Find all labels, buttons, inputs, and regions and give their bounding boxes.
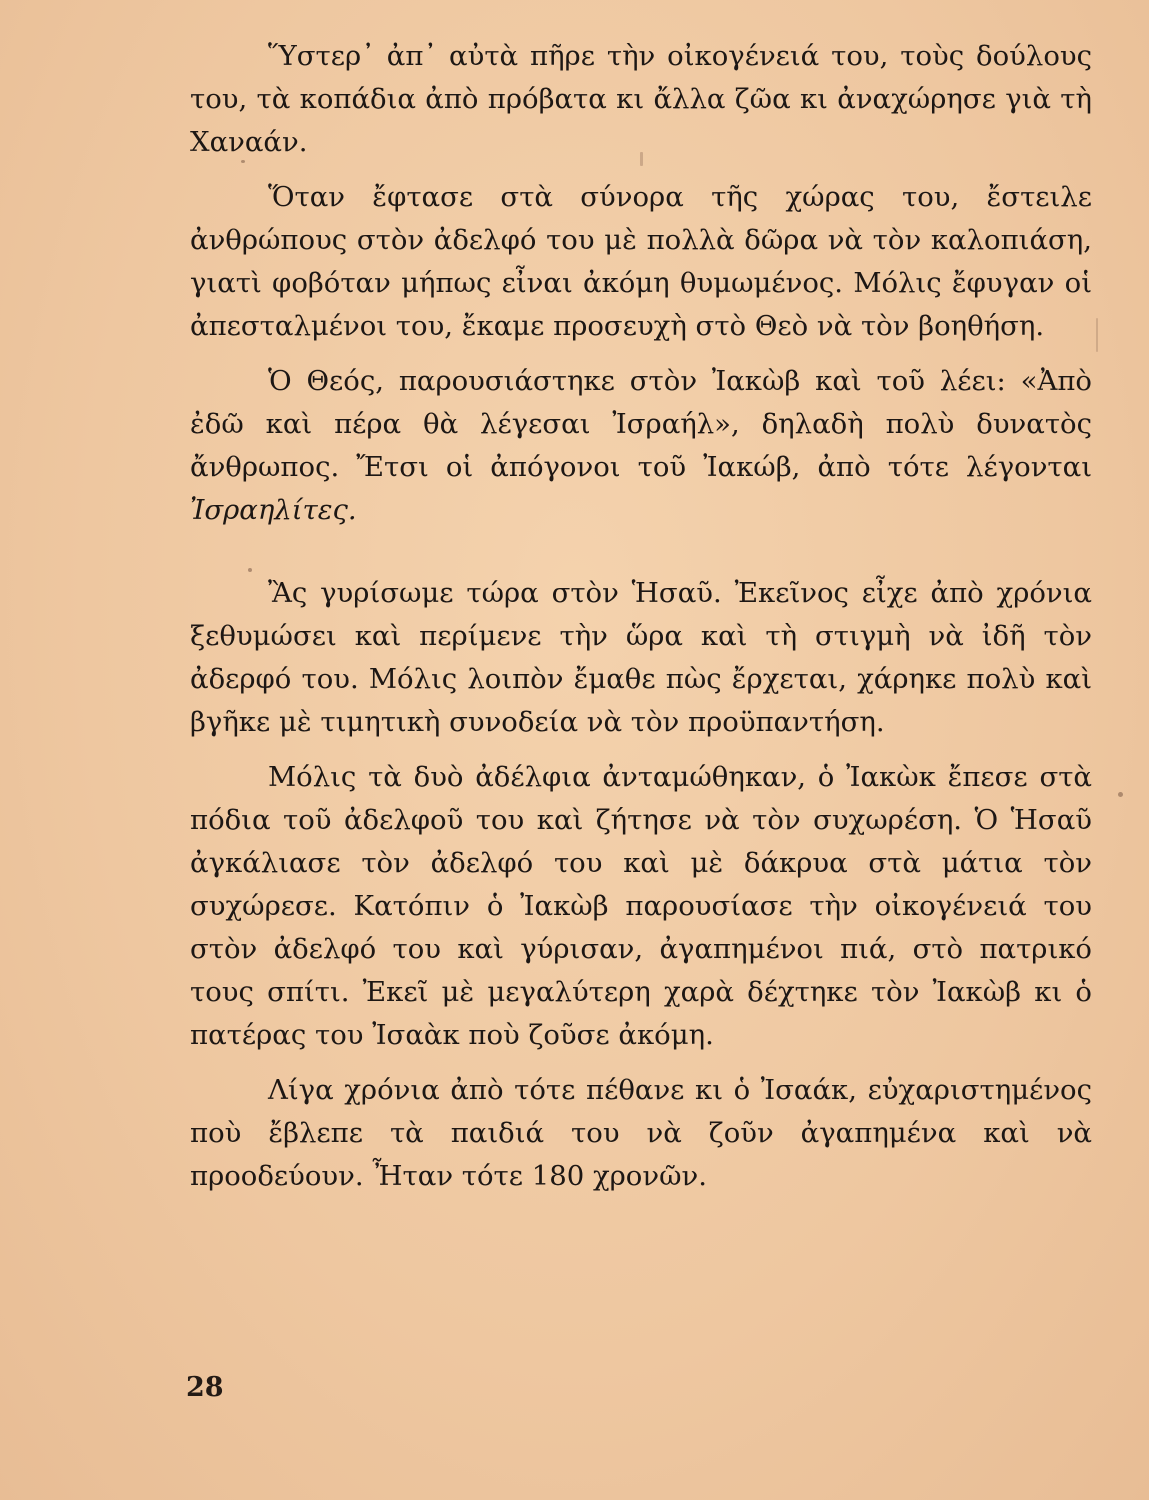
body-text bbox=[190, 35, 1092, 1210]
paper-speck bbox=[1096, 318, 1098, 352]
paragraph-4 bbox=[190, 572, 1092, 744]
paragraph-3-italic-term: Ἰσραηλίτες. bbox=[190, 494, 357, 526]
paragraph-1 bbox=[190, 35, 1092, 164]
page-number: 28 bbox=[186, 1372, 224, 1403]
paragraph-6 bbox=[190, 1069, 1092, 1198]
paper-speck bbox=[640, 152, 643, 166]
paper-speck bbox=[241, 160, 245, 163]
paragraph-5 bbox=[190, 756, 1092, 1057]
paragraph-4-text: Ἂς γυρίσωμε τώρα στὸν Ἡσαῦ. Ἐκεῖνος εἶχε ἀπὸ χρόνια ξεθυμώσει καὶ περίμενε τὴν ὥρα καὶ τὴ στιγμὴ νὰ ἰδῆ τὸν ἀδερφό του. Μόλις λοιπὸν ἔμαθε πὼς ἔρχεται, χάρηκε πολὺ καὶ βγῆκε μὲ τιμητικὴ συνοδεία νὰ τὸν προϋπαντήση. bbox=[190, 577, 1092, 738]
paragraph-2 bbox=[190, 176, 1092, 348]
paragraph-3 bbox=[190, 360, 1092, 532]
paragraph-5-text: Μόλις τὰ δυὸ ἀδέλφια ἀνταμώθηκαν, ὁ Ἰακὼκ ἔπεσε στὰ πόδια τοῦ ἀδελφοῦ του καὶ ζήτησε νὰ τὸν συχωρέση. Ὁ Ἡσαῦ ἀγκάλιασε τὸν ἀδελφό του καὶ μὲ δάκρυα στὰ μάτια τὸν συχώρεσε. Κατόπιν ὁ Ἰακὼβ παρουσίασε τὴν οἰκογένειά του στὸν ἀδελφό του καὶ γύρισαν, ἀγαπημένοι πιά, στὸ πατρικό τους σπίτι. Ἐκεῖ μὲ μεγαλύτερη χαρὰ δέχτηκε τὸν Ἰακὼβ κι ὁ πατέρας του Ἰσαὰκ ποὺ ζοῦσε ἀκόμη. bbox=[190, 761, 1092, 1051]
paragraph-3-text: Ὁ Θεός, παρουσιάστηκε στὸν Ἰακὼβ καὶ τοῦ λέει: «Ἀπὸ ἐδῶ καὶ πέρα θὰ λέγεσαι Ἰσραήλ», δηλαδὴ πολὺ δυνατὸς ἄνθρωπος. Ἔτσι οἱ ἀπόγονοι τοῦ Ἰακώβ, ἀπὸ τότε λέγονται bbox=[190, 365, 1092, 483]
paragraph-2-text: Ὅταν ἔφτασε στὰ σύνορα τῆς χώρας του, ἔστειλε ἀνθρώπους στὸν ἀδελφό του μὲ πολλὰ δῶρα νὰ τὸν καλοπιάση, γιατὶ φοβόταν μήπως εἶναι ἀκόμη θυμωμένος. Μόλις ἔφυγαν οἱ ἀπεσταλμένοι του, ἔκαμε προσευχὴ στὸ Θεὸ νὰ τὸν βοηθήση. bbox=[190, 181, 1092, 342]
paragraph-6-text: Λίγα χρόνια ἀπὸ τότε πέθανε κι ὁ Ἰσαάκ, εὐχαριστημένος ποὺ ἔβλεπε τὰ παιδιά του νὰ ζοῦν ἀγαπημένα καὶ νὰ προοδεύουν. Ἦταν τότε 180 χρονῶν. bbox=[190, 1074, 1092, 1192]
paper-speck bbox=[1118, 792, 1123, 797]
paper-speck bbox=[248, 568, 252, 572]
paragraph-1-text: Ὕστερ᾽ ἀπ᾽ αὐτὰ πῆρε τὴν οἰκογένειά του, τοὺς δούλους του, τὰ κοπάδια ἀπὸ πρόβατα κι ἄλλα ζῶα κι ἀναχώρησε γιὰ τὴ Χαναάν. bbox=[190, 40, 1092, 158]
